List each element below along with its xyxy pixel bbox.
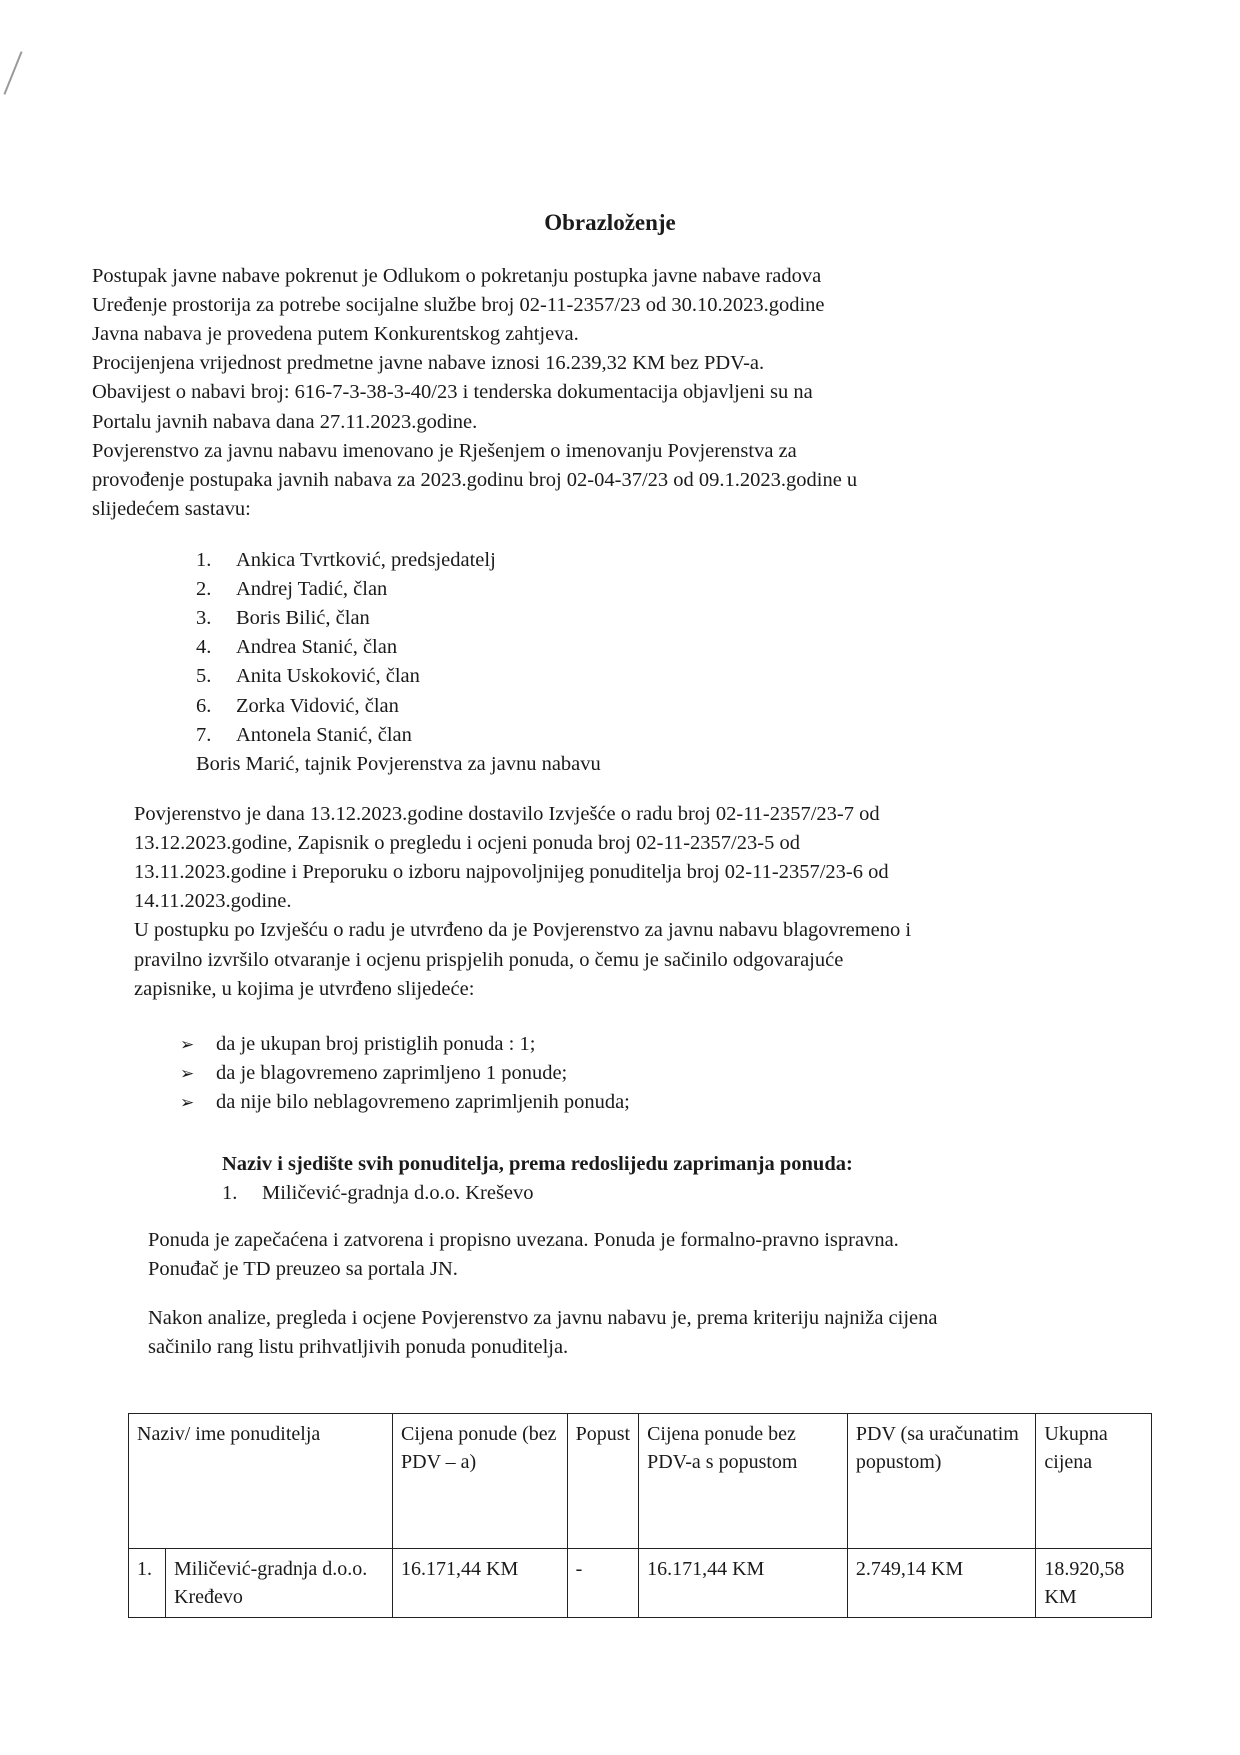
report-line: Povjerenstvo je dana 13.12.2023.godine dostavilo Izvješće o radu broj 02-11-2357/23-7 od	[134, 803, 880, 825]
arrow-bullet-icon: ➢	[180, 1035, 195, 1054]
member-number: 3.	[196, 607, 212, 630]
member-number: 4.	[196, 636, 212, 659]
arrow-bullet-icon: ➢	[180, 1064, 195, 1084]
row-total: 18.920,58 KM	[1036, 1549, 1152, 1618]
committee-members	[196, 546, 896, 779]
report-line: U postupku po Izvješću o radu je utvrđeno da je Povjerenstvo za javnu nabavu blagovremeno i	[134, 919, 912, 942]
intro-line: Portalu javnih nabava dana 27.11.2023.godine.	[92, 410, 478, 433]
intro-line: Obavijest o nabavi broj: 616-7-3-38-3-40/23 i tenderska dokumentacija objavljeni su na	[92, 381, 813, 404]
member-number: 2.	[196, 578, 212, 601]
finding-item	[180, 1059, 980, 1088]
row-price: 16.171,44 KM	[393, 1549, 568, 1618]
member-item	[196, 633, 896, 662]
finding-item	[180, 1030, 980, 1059]
member-name: Anita Uskoković, član	[236, 665, 420, 688]
member-item	[196, 604, 896, 633]
analysis-line: sačinilo rang listu prihvatljivih ponuda ponuditelja.	[148, 1336, 569, 1359]
finding-item	[180, 1088, 980, 1117]
member-number: 6.	[196, 694, 212, 717]
analysis-line: Nakon analize, pregleda i ocjene Povjerenstvo za javnu nabavu je, prema kriteriju najniža cijena	[148, 1307, 938, 1329]
finding-text: da je blagovremeno zaprimljeno 1 ponude;	[216, 1062, 568, 1085]
intro-line: provođenje postupaka javnih nabava za 2023.godinu broj 02-04-37/23 od 09.1.2023.godine u	[92, 468, 858, 491]
member-item	[196, 546, 896, 575]
offeror-name: Miličević-gradnja d.o.o. Kreševo	[262, 1182, 534, 1205]
row-number: 1.	[129, 1549, 166, 1618]
header-discount: Popust	[567, 1414, 638, 1549]
intro-line: Uređenje prostorija za potrebe socijalne službe broj 02-11-2357/23 od 30.10.2023.godine	[92, 294, 825, 317]
ranking-table	[128, 1413, 1152, 1618]
row-discount: -	[567, 1549, 638, 1618]
offeror-number: 1.	[222, 1182, 238, 1205]
header-name: Naziv/ ime ponuditelja	[129, 1414, 393, 1549]
report-line: 14.11.2023.godine.	[134, 890, 292, 913]
report-line: zapisnike, u kojima je utvrđeno slijedeće:	[134, 977, 475, 1000]
offer-status-line: Ponuđač je TD preuzeo sa portala JN.	[148, 1258, 458, 1281]
intro-line: Javna nabava je provedena putem Konkurentskog zahtjeva.	[92, 323, 579, 346]
member-name: Andrej Tadić, član	[236, 578, 388, 601]
table-row	[129, 1549, 1152, 1618]
member-name: Andrea Stanić, član	[236, 636, 398, 659]
member-name: Ankica Tvrtković, predsjedatelj	[236, 549, 496, 571]
member-name: Zorka Vidović, član	[236, 694, 399, 717]
scan-mark	[3, 51, 22, 94]
header-vat: PDV (sa uračunatim popustom)	[847, 1414, 1036, 1549]
report-line: 13.12.2023.godine, Zapisnik o pregledu i ocjeni ponuda broj 02-11-2357/23-5 od	[134, 832, 800, 855]
findings-list	[180, 1030, 980, 1117]
offer-status-paragraph	[148, 1226, 1088, 1284]
report-line: pravilno izvršilo otvaranje i ocjenu prispjelih ponuda, o čemu je sačinilo odgovarajuće	[134, 948, 844, 971]
analysis-paragraph	[148, 1304, 1088, 1362]
offeror-item	[222, 1179, 1082, 1208]
member-number: 7.	[196, 723, 212, 746]
intro-line: slijedećem sastavu:	[92, 497, 251, 520]
row-price-discount: 16.171,44 KM	[639, 1549, 848, 1618]
header-total: Ukupna cijena	[1036, 1414, 1152, 1549]
table-header-row	[129, 1414, 1152, 1549]
offerors-heading: Naziv i sjedište svih ponuditelja, prema redoslijedu zaprimanja ponuda:	[222, 1153, 853, 1175]
offerors-section	[222, 1150, 1082, 1208]
arrow-bullet-icon: ➢	[180, 1093, 195, 1113]
member-item	[196, 662, 896, 691]
member-item	[196, 692, 896, 721]
intro-paragraph	[92, 262, 1087, 524]
intro-line: Postupak javne nabave pokrenut je Odlukom o pokretanju postupka javne nabave radova	[92, 265, 822, 287]
offer-status-line: Ponuda je zapečaćena i zatvorena i propisno uvezana. Ponuda je formalno-pravno ispravna.	[148, 1229, 899, 1251]
member-number: 1.	[196, 549, 212, 571]
member-item	[196, 575, 896, 604]
header-price: Cijena ponude (bez PDV – a)	[393, 1414, 568, 1549]
finding-text: da nije bilo neblagovremeno zaprimljenih ponuda;	[216, 1091, 630, 1114]
member-number: 5.	[196, 665, 212, 688]
intro-line: Povjerenstvo za javnu nabavu imenovano je Rješenjem o imenovanju Povjerenstva za	[92, 439, 797, 462]
intro-line: Procijenjena vrijednost predmetne javne nabave iznosi 16.239,32 KM bez PDV-a.	[92, 352, 765, 375]
member-item	[196, 721, 896, 750]
member-name: Boris Bilić, član	[236, 607, 370, 630]
finding-text: da je ukupan broj pristiglih ponuda : 1;	[216, 1033, 536, 1055]
row-offeror-name: Miličević-gradnja d.o.o. Kređevo	[166, 1549, 393, 1618]
report-paragraph	[134, 800, 1084, 1004]
report-line: 13.11.2023.godine i Preporuku o izboru najpovoljnijeg ponuditelja broj 02-11-2357/23-6 od	[134, 861, 889, 884]
header-price-discount: Cijena ponude bez PDV-a s popustom	[639, 1414, 848, 1549]
member-name: Antonela Stanić, član	[236, 723, 412, 746]
document-title: Obrazloženje	[544, 210, 676, 235]
secretary: Boris Marić, tajnik Povjerenstva za javnu nabavu	[196, 752, 601, 775]
row-vat: 2.749,14 KM	[847, 1549, 1036, 1618]
